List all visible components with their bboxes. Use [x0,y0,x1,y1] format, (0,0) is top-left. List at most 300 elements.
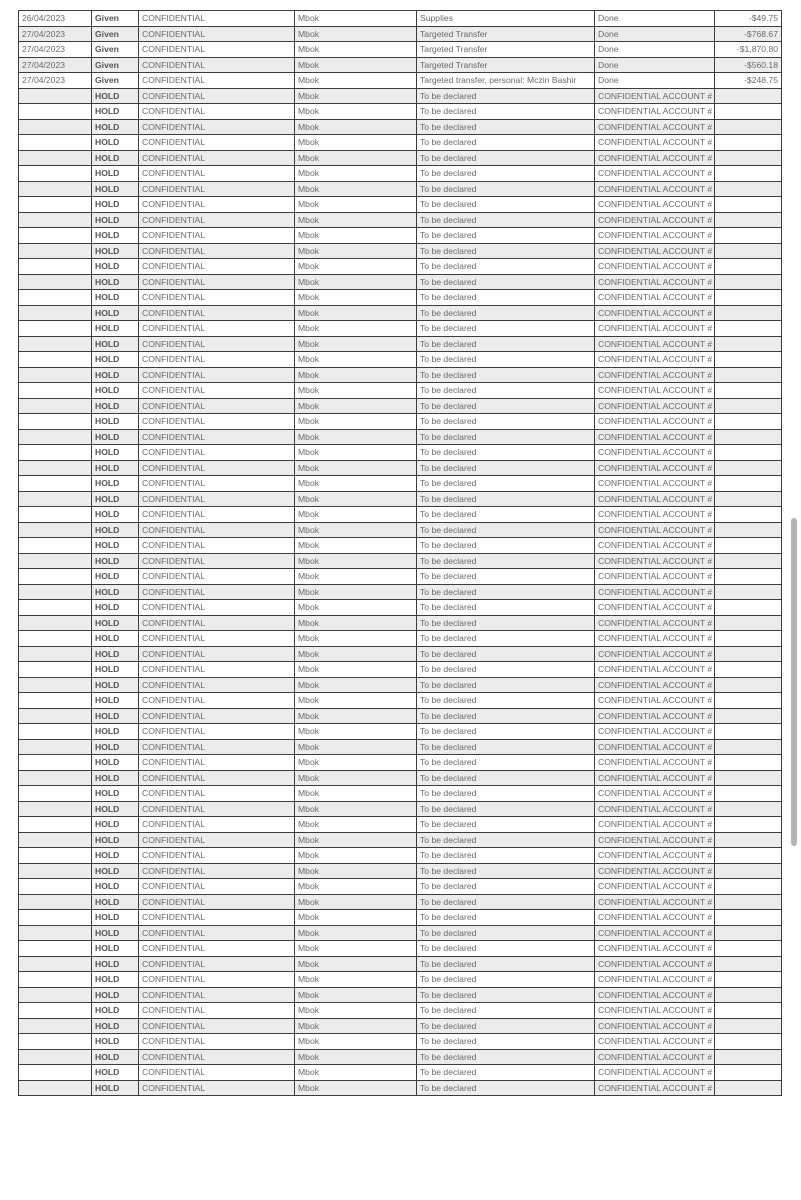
cell-provider: Mbok [295,739,417,755]
cell-status: HOLD [92,150,139,166]
cell-description: To be declared [417,305,595,321]
cell-amount [715,104,782,120]
cell-provider: Mbok [295,662,417,678]
cell-date [19,398,92,414]
table-row [19,941,782,957]
table-row [19,383,782,399]
cell-provider: Mbok [295,104,417,120]
table-row [19,925,782,941]
cell-provider: Mbok [295,228,417,244]
cell-description: To be declared [417,290,595,306]
cell-date [19,305,92,321]
cell-date [19,553,92,569]
cell-description: To be declared [417,538,595,554]
cell-amount [715,491,782,507]
table-row [19,290,782,306]
cell-date [19,894,92,910]
cell-provider: Mbok [295,119,417,135]
cell-account: CONFIDENTIAL ACCOUNT # [595,398,715,414]
cell-name: CONFIDENTIAL [139,662,295,678]
cell-description: To be declared [417,181,595,197]
cell-account: CONFIDENTIAL ACCOUNT # [595,832,715,848]
cell-description: To be declared [417,367,595,383]
table-row [19,197,782,213]
cell-status: HOLD [92,832,139,848]
cell-description: Targeted Transfer [417,42,595,58]
cell-provider: Mbok [295,491,417,507]
cell-amount [715,600,782,616]
cell-account: CONFIDENTIAL ACCOUNT # [595,476,715,492]
cell-account: CONFIDENTIAL ACCOUNT # [595,212,715,228]
table-row [19,724,782,740]
table-row [19,553,782,569]
cell-account: CONFIDENTIAL ACCOUNT # [595,1003,715,1019]
table-row [19,460,782,476]
cell-date [19,274,92,290]
table-row [19,1034,782,1050]
cell-provider: Mbok [295,166,417,182]
cell-status: HOLD [92,910,139,926]
cell-description: To be declared [417,584,595,600]
cell-provider: Mbok [295,755,417,771]
cell-account: CONFIDENTIAL ACCOUNT # [595,367,715,383]
cell-date [19,848,92,864]
cell-account: CONFIDENTIAL ACCOUNT # [595,770,715,786]
cell-description: To be declared [417,739,595,755]
cell-account: CONFIDENTIAL ACCOUNT # [595,1080,715,1096]
cell-status: HOLD [92,1003,139,1019]
cell-amount [715,879,782,895]
cell-provider: Mbok [295,243,417,259]
cell-amount: -$768.67 [715,26,782,42]
cell-amount [715,584,782,600]
cell-description: To be declared [417,708,595,724]
table-row [19,181,782,197]
cell-name: CONFIDENTIAL [139,708,295,724]
cell-account: CONFIDENTIAL ACCOUNT # [595,863,715,879]
cell-date [19,879,92,895]
table-row [19,491,782,507]
cell-date [19,135,92,151]
cell-name: CONFIDENTIAL [139,987,295,1003]
cell-description: To be declared [417,212,595,228]
cell-provider: Mbok [295,1018,417,1034]
cell-amount [715,770,782,786]
cell-amount [715,321,782,337]
cell-account: CONFIDENTIAL ACCOUNT # [595,429,715,445]
cell-name: CONFIDENTIAL [139,755,295,771]
cell-name: CONFIDENTIAL [139,243,295,259]
table-row [19,708,782,724]
table-row [19,336,782,352]
table-row [19,615,782,631]
cell-provider: Mbok [295,445,417,461]
cell-name: CONFIDENTIAL [139,336,295,352]
cell-date [19,1003,92,1019]
cell-date [19,88,92,104]
cell-amount [715,522,782,538]
cell-status: HOLD [92,755,139,771]
table-row [19,894,782,910]
cell-name: CONFIDENTIAL [139,73,295,89]
cell-amount [715,290,782,306]
cell-date [19,352,92,368]
cell-date [19,724,92,740]
cell-description: To be declared [417,894,595,910]
cell-name: CONFIDENTIAL [139,228,295,244]
cell-status: HOLD [92,801,139,817]
cell-status: HOLD [92,987,139,1003]
cell-name: CONFIDENTIAL [139,429,295,445]
cell-provider: Mbok [295,367,417,383]
table-row [19,817,782,833]
cell-status: HOLD [92,724,139,740]
cell-account: CONFIDENTIAL ACCOUNT # [595,1065,715,1081]
cell-name: CONFIDENTIAL [139,290,295,306]
cell-description: To be declared [417,150,595,166]
cell-account: CONFIDENTIAL ACCOUNT # [595,352,715,368]
cell-provider: Mbok [295,848,417,864]
table-row [19,414,782,430]
cell-provider: Mbok [295,972,417,988]
cell-account: CONFIDENTIAL ACCOUNT # [595,693,715,709]
cell-account: CONFIDENTIAL ACCOUNT # [595,972,715,988]
cell-date [19,522,92,538]
cell-date [19,290,92,306]
cell-description: To be declared [417,135,595,151]
cell-account: CONFIDENTIAL ACCOUNT # [595,786,715,802]
cell-amount [715,755,782,771]
cell-description: To be declared [417,507,595,523]
cell-amount [715,181,782,197]
cell-name: CONFIDENTIAL [139,119,295,135]
cell-status: HOLD [92,243,139,259]
cell-account: CONFIDENTIAL ACCOUNT # [595,414,715,430]
cell-status: HOLD [92,228,139,244]
cell-account: CONFIDENTIAL ACCOUNT # [595,724,715,740]
cell-provider: Mbok [295,569,417,585]
table-row [19,631,782,647]
cell-name: CONFIDENTIAL [139,848,295,864]
cell-description: To be declared [417,1018,595,1034]
cell-amount [715,1003,782,1019]
cell-name: CONFIDENTIAL [139,383,295,399]
cell-provider: Mbok [295,879,417,895]
cell-account: CONFIDENTIAL ACCOUNT # [595,584,715,600]
cell-date [19,739,92,755]
cell-date [19,336,92,352]
table-row [19,135,782,151]
cell-amount: -$560.18 [715,57,782,73]
cell-amount [715,615,782,631]
cell-name: CONFIDENTIAL [139,786,295,802]
cell-provider: Mbok [295,1049,417,1065]
table-row [19,677,782,693]
cell-description: To be declared [417,88,595,104]
cell-status: HOLD [92,321,139,337]
cell-status: HOLD [92,1065,139,1081]
table-row [19,73,782,89]
cell-status: HOLD [92,507,139,523]
cell-name: CONFIDENTIAL [139,1049,295,1065]
table-row [19,367,782,383]
table-row [19,150,782,166]
cell-amount: -$1,870.80 [715,42,782,58]
cell-name: CONFIDENTIAL [139,1018,295,1034]
cell-status: HOLD [92,894,139,910]
cell-name: CONFIDENTIAL [139,104,295,120]
table-row [19,693,782,709]
cell-description: To be declared [417,677,595,693]
cell-date [19,383,92,399]
cell-description: To be declared [417,941,595,957]
cell-status: HOLD [92,135,139,151]
cell-description: To be declared [417,336,595,352]
cell-name: CONFIDENTIAL [139,166,295,182]
cell-account: CONFIDENTIAL ACCOUNT # [595,1018,715,1034]
cell-amount [715,739,782,755]
cell-status: HOLD [92,259,139,275]
cell-provider: Mbok [295,197,417,213]
cell-date [19,429,92,445]
cell-name: CONFIDENTIAL [139,88,295,104]
table-row [19,770,782,786]
cell-amount [715,119,782,135]
cell-name: CONFIDENTIAL [139,1065,295,1081]
cell-status: HOLD [92,491,139,507]
cell-account: CONFIDENTIAL ACCOUNT # [595,1034,715,1050]
cell-description: To be declared [417,274,595,290]
cell-account: CONFIDENTIAL ACCOUNT # [595,801,715,817]
cell-status: HOLD [92,863,139,879]
cell-amount [715,1018,782,1034]
cell-date [19,321,92,337]
cell-status: HOLD [92,352,139,368]
cell-date [19,259,92,275]
cell-account: Done [595,26,715,42]
cell-account: CONFIDENTIAL ACCOUNT # [595,941,715,957]
cell-amount [715,693,782,709]
cell-name: CONFIDENTIAL [139,879,295,895]
cell-date [19,538,92,554]
cell-date [19,1065,92,1081]
table-row [19,228,782,244]
cell-amount [715,786,782,802]
cell-status: HOLD [92,879,139,895]
cell-amount [715,383,782,399]
table-row [19,1018,782,1034]
cell-amount [715,212,782,228]
cell-provider: Mbok [295,863,417,879]
cell-status: HOLD [92,786,139,802]
cell-amount [715,150,782,166]
cell-amount [715,662,782,678]
cell-description: Targeted transfer, personal: Mczin Bashir [417,73,595,89]
cell-name: CONFIDENTIAL [139,181,295,197]
cell-provider: Mbok [295,956,417,972]
cell-account: CONFIDENTIAL ACCOUNT # [595,879,715,895]
table-row [19,972,782,988]
cell-amount [715,724,782,740]
cell-account: CONFIDENTIAL ACCOUNT # [595,88,715,104]
table-row [19,166,782,182]
cell-date [19,801,92,817]
table-row [19,569,782,585]
cell-description: To be declared [417,352,595,368]
cell-amount [715,352,782,368]
cell-provider: Mbok [295,1034,417,1050]
cell-description: To be declared [417,119,595,135]
cell-status: HOLD [92,383,139,399]
cell-name: CONFIDENTIAL [139,584,295,600]
cell-account: CONFIDENTIAL ACCOUNT # [595,646,715,662]
cell-description: To be declared [417,445,595,461]
cell-amount [715,817,782,833]
cell-description: To be declared [417,724,595,740]
cell-provider: Mbok [295,708,417,724]
cell-description: Supplies [417,11,595,27]
cell-provider: Mbok [295,801,417,817]
cell-status: HOLD [92,398,139,414]
cell-date [19,755,92,771]
cell-amount [715,848,782,864]
cell-description: To be declared [417,631,595,647]
cell-provider: Mbok [295,1065,417,1081]
cell-date [19,569,92,585]
cell-provider: Mbok [295,615,417,631]
table-row [19,1080,782,1096]
cell-name: CONFIDENTIAL [139,259,295,275]
cell-description: To be declared [417,832,595,848]
cell-status: HOLD [92,631,139,647]
cell-status: HOLD [92,770,139,786]
cell-description: To be declared [417,956,595,972]
cell-description: To be declared [417,321,595,337]
cell-provider: Mbok [295,910,417,926]
cell-account: CONFIDENTIAL ACCOUNT # [595,894,715,910]
cell-date [19,662,92,678]
table-row [19,321,782,337]
table-row [19,755,782,771]
cell-provider: Mbok [295,352,417,368]
table-row [19,600,782,616]
cell-amount [715,832,782,848]
cell-date [19,197,92,213]
cell-date [19,181,92,197]
cell-status: HOLD [92,600,139,616]
table-row [19,274,782,290]
cell-description: To be declared [417,817,595,833]
cell-name: CONFIDENTIAL [139,11,295,27]
cell-amount [715,677,782,693]
cell-provider: Mbok [295,305,417,321]
cell-amount [715,507,782,523]
cell-account: CONFIDENTIAL ACCOUNT # [595,491,715,507]
table-row [19,11,782,27]
cell-date [19,863,92,879]
table-row [19,987,782,1003]
cell-amount [715,274,782,290]
cell-description: To be declared [417,770,595,786]
cell-name: CONFIDENTIAL [139,631,295,647]
cell-description: To be declared [417,553,595,569]
cell-name: CONFIDENTIAL [139,863,295,879]
cell-status: HOLD [92,460,139,476]
cell-amount [715,801,782,817]
cell-date [19,119,92,135]
cell-date [19,367,92,383]
cell-provider: Mbok [295,336,417,352]
cell-amount [715,987,782,1003]
cell-date [19,1034,92,1050]
table-row [19,786,782,802]
cell-status: HOLD [92,538,139,554]
cell-description: To be declared [417,1003,595,1019]
cell-name: CONFIDENTIAL [139,367,295,383]
transactions-table-body [19,11,782,1096]
cell-provider: Mbok [295,600,417,616]
cell-name: CONFIDENTIAL [139,646,295,662]
cell-status: HOLD [92,972,139,988]
cell-name: CONFIDENTIAL [139,1034,295,1050]
cell-description: To be declared [417,104,595,120]
cell-date [19,615,92,631]
cell-provider: Mbok [295,584,417,600]
cell-provider: Mbok [295,553,417,569]
cell-account: CONFIDENTIAL ACCOUNT # [595,553,715,569]
cell-status: HOLD [92,941,139,957]
cell-description: To be declared [417,600,595,616]
cell-description: To be declared [417,228,595,244]
cell-account: CONFIDENTIAL ACCOUNT # [595,181,715,197]
cell-status: HOLD [92,848,139,864]
cell-name: CONFIDENTIAL [139,801,295,817]
table-row [19,119,782,135]
cell-name: CONFIDENTIAL [139,135,295,151]
cell-description: To be declared [417,522,595,538]
cell-provider: Mbok [295,73,417,89]
vertical-scrollbar-thumb[interactable] [791,518,797,846]
cell-provider: Mbok [295,522,417,538]
table-row [19,1049,782,1065]
cell-status: HOLD [92,367,139,383]
cell-provider: Mbok [295,677,417,693]
cell-account: CONFIDENTIAL ACCOUNT # [595,460,715,476]
cell-name: CONFIDENTIAL [139,972,295,988]
cell-provider: Mbok [295,724,417,740]
cell-description: To be declared [417,569,595,585]
cell-name: CONFIDENTIAL [139,956,295,972]
cell-provider: Mbok [295,832,417,848]
cell-account: CONFIDENTIAL ACCOUNT # [595,522,715,538]
cell-status: HOLD [92,925,139,941]
cell-description: To be declared [417,848,595,864]
table-row [19,57,782,73]
table-row [19,445,782,461]
cell-status: HOLD [92,615,139,631]
cell-account: Done [595,57,715,73]
cell-status: HOLD [92,584,139,600]
cell-provider: Mbok [295,135,417,151]
cell-description: To be declared [417,910,595,926]
cell-name: CONFIDENTIAL [139,693,295,709]
cell-date [19,832,92,848]
cell-date [19,770,92,786]
cell-status: HOLD [92,1018,139,1034]
cell-provider: Mbok [295,26,417,42]
table-row [19,584,782,600]
cell-description: To be declared [417,801,595,817]
